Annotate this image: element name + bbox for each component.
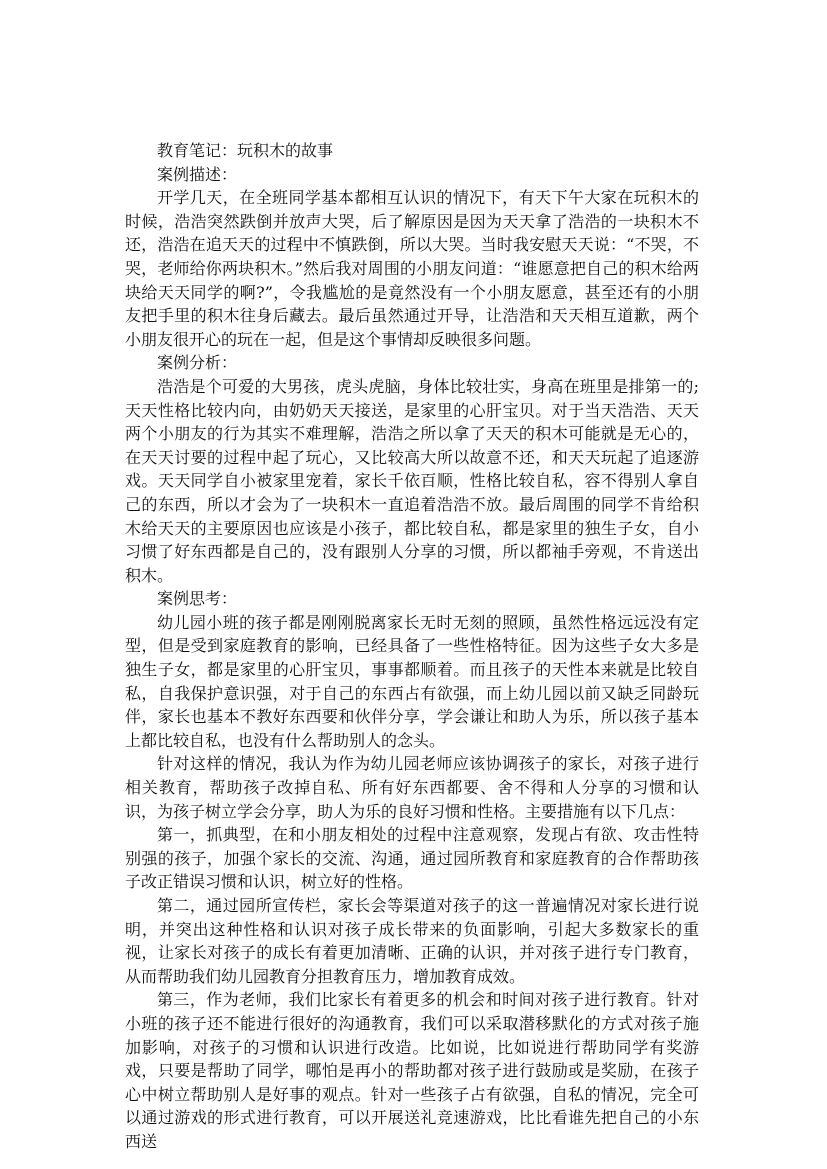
paragraph-case-description: 开学几天，在全班同学基本都相互认识的情况下，有天下午大家在玩积木的时候，浩浩突然跌倒并放声大哭，后了解原因是因为天天拿了浩浩的一块积木不还，浩浩在追天天的过程中不慎跌倒，所以大哭。当时我安慰天天说：“不哭，不哭，老师给你两块积木。”然后我对周围的小朋友问道：“谁愿意把自己的积木给两块给天天同学的啊?”，令我尴尬的是竟然没有一个小朋友愿意，甚至还有的小朋友把手里的积木往身后藏去。最后虽然通过开导，让浩浩和天天相互道歉，两个小朋友很开心的玩在一起，但是这个事情却反映很多问题。 [125,188,699,349]
heading-case-reflection: 案例思考： [157,589,238,609]
document-page [125,139,699,1154]
paragraph-measure-1: 第一，抓典型，在和小朋友相处的过程中注意观察，发现占有欲、攻击性特别强的孩子，加强个家长的交流、沟通，通过园所教育和家庭教育的合作帮助孩子改正错误习惯和认识，树立好的性格。 [125,825,699,892]
heading-case-analysis: 案例分析： [157,353,238,373]
paragraph-case-analysis: 浩浩是个可爱的大男孩，虎头虎脑，身体比较壮实，身高在班里是排第一的;天天性格比较内向，由奶奶天天接送，是家里的心肝宝贝。对于当天浩浩、天天两个小朋友的行为其实不难理解，浩浩之所以拿了天天的积木可能就是无心的，在天天讨要的过程中起了玩心，又比较高大所以故意不还，和天天玩起了追逐游戏。天天同学自小被家里宠着，家长千依百顺，性格比较自私，容不得别人拿自己的东西，所以才会为了一块积木一直追着浩浩不放。最后周围的同学不肯给积木给天天的主要原因也应该是小孩子，都比较自私，都是家里的独生子女，自小习惯了好东西都是自己的，没有跟别人分享的习惯，所以都袖手旁观，不肯送出积木。 [125,376,699,585]
heading-case-description: 案例描述： [157,164,238,184]
paragraph-measure-2: 第二，通过园所宣传栏，家长会等渠道对孩子的这一普遍情况对家长进行说明，并突出这种性格和认识对孩子成长带来的负面影响，引起大多数家长的重视，让家长对孩子的成长有着更加清晰、正确的认识，并对孩子进行专门教育，从而帮助我们幼儿园教育分担教育压力，增加教育成效。 [125,896,699,986]
document-title: 教育笔记：玩积木的故事 [157,141,334,160]
paragraph-measure-3: 第三，作为老师，我们比家长有着更多的机会和时间对孩子进行教育。针对小班的孩子还不能进行很好的沟通教育，我们可以采取潜移默化的方式对孩子施加影响，对孩子的习惯和认识进行改造。比如说，比如说进行帮助同学有奖游戏，只要是帮助了同学，哪怕是再小的帮助都对孩子进行鼓励或是奖励，在孩子心中树立帮助别人是好事的观点。针对一些孩子占有欲强，自私的情况，完全可以通过游戏的形式进行教育，可以开展送礼竞速游戏，比比看谁先把自己的小东西送 [125,990,699,1151]
paragraph-reflection-1: 幼儿园小班的孩子都是刚刚脱离家长无时无刻的照顾，虽然性格远远没有定型，但是受到家庭教育的影响，已经具备了一些性格特征。因为这些子女大多是独生子女，都是家里的心肝宝贝，事事都顺着。而且孩子的天性本来就是比较自私，自我保护意识强，对于自己的东西占有欲强，而上幼儿园以前又缺乏同龄玩伴，家长也基本不教好东西要和伙伴分享，学会谦让和助人为乐，所以孩子基本上都比较自私，也没有什么帮助别人的念头。 [125,612,699,750]
paragraph-reflection-2: 针对这样的情况，我认为作为幼儿园老师应该协调孩子的家长，对孩子进行相关教育，帮助孩子改掉自私、所有好东西都要、舍不得和人分享的习惯和认识，为孩子树立学会分享，助人为乐的良好习惯和性格。主要措施有以下几点： [125,754,699,821]
